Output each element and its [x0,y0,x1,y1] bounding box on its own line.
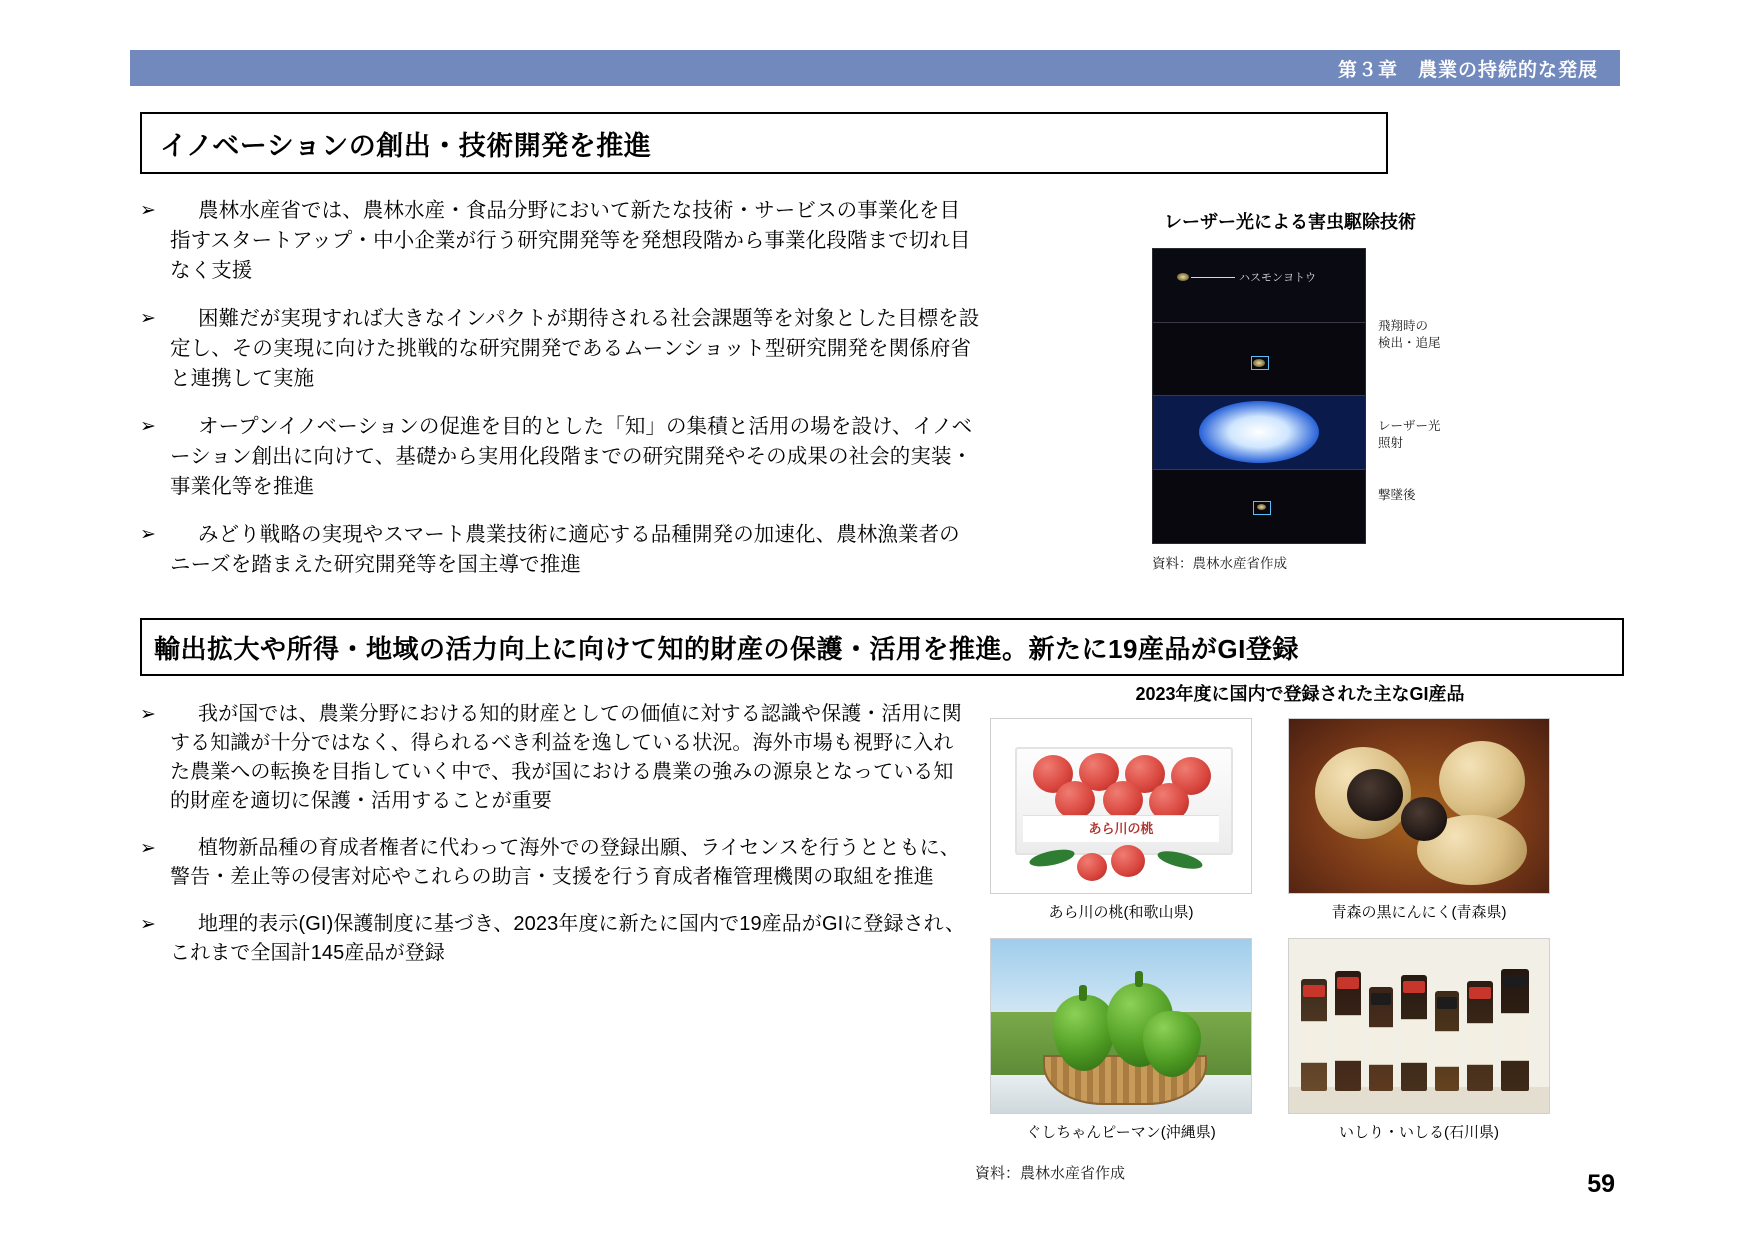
gi-photo-label: 青森の黒にんにく(青森県) [1331,904,1507,921]
bullet-arrow-icon: ➢ [140,524,156,545]
list-item [140,520,980,580]
peach-icon [1055,781,1095,819]
list-item-text: 地理的表示(GI)保護制度に基づき、2023年度に新たに国内で19産品がGIに登録され、これまで全国計145産品が登録 [170,913,966,964]
list-item-text: 植物新品種の育成者権者に代わって海外での登録出願、ライセンスを行うとともに、警告・差止等の侵害対応やこれらの助言・支援を行う育成者権管理機関の取組を推進 [170,837,960,888]
gi-figure-caption: 2023年度に国内で登録された主なGI産品 [1135,684,1465,704]
bottle-cap-icon [1503,975,1527,987]
bullet-arrow-icon: ➢ [140,914,156,935]
bullet-list-2 [140,700,970,986]
list-item-text: 農林水産省では、農林水産・食品分野において新たな技術・サービスの事業化を目指すスタートアップ・中小企業が行う研究開発等を発想段階から事業化段階まで切れ目なく支援 [170,199,971,282]
laser-figure-caption: レーザー光による害虫駆除技術 [1164,212,1416,232]
black-garlic-clove-icon [1401,797,1447,841]
bottle-label-icon [1435,1031,1459,1067]
bullet-arrow-icon: ➢ [140,838,156,859]
bottle-cap-icon [1337,977,1359,989]
black-garlic-clove-icon [1347,769,1403,821]
section-title-box-2 [140,618,1624,676]
section-title-1: イノベーションの創出・技術開発を推進 [160,130,652,161]
list-item [140,910,970,968]
bottle-cap-icon [1469,987,1491,999]
bottle-label-icon [1301,1021,1327,1063]
bullet-arrow-icon: ➢ [140,200,156,221]
pepper-stem-icon [1079,985,1087,1001]
gi-photo-cell [1288,718,1550,930]
bottle-cap-icon [1371,993,1391,1005]
moth-icon [1177,273,1189,281]
gi-photo-row [990,718,1550,930]
list-item-text: 我が国では、農業分野における知的財産としての価値に対する認識や保護・活用に関する知識が十分ではなく、得られるべき利益を逸している状況。海外市場も視野に入れた農業への転換を目指していく中で、我が国における農業の強みの源泉となっている知的財産を適切に保護・活用することが重要 [170,703,962,812]
peach-box-label-text: あら川の桃 [1088,821,1154,836]
bullet-arrow-icon: ➢ [140,308,156,329]
bullet-arrow-icon: ➢ [140,416,156,437]
list-item-text: みどり戦略の実現やスマート農業技術に適応する品種開発の加速化、農林漁業者のニーズを踏まえた研究開発等を国主導で推進 [170,523,960,576]
bottle-label-icon [1335,1015,1361,1061]
list-item [140,834,970,892]
peach-box-label-band [1023,815,1219,842]
fish-sauce-bottles-photo [1288,938,1550,1114]
tracking-box-icon [1253,501,1271,515]
bottle-cap-icon [1437,997,1457,1009]
chapter-header-bar [130,50,1620,86]
section-title-2: 輸出拡大や所得・地域の活力向上に向けて知的財産の保護・活用を推進。新たに19産品がGI登録 [154,633,1299,664]
bottle-cap-icon [1403,981,1425,993]
laser-side-label-detection: 飛翔時の 検出・追尾 [1378,319,1441,350]
laser-side-label-irradiation: レーザー光 照射 [1378,419,1441,450]
garlic-bulb-icon [1439,741,1525,821]
gi-photo-cell [1288,938,1550,1150]
gi-photo-cell [990,938,1252,1150]
list-item-text: オープンイノベーションの促進を目的とした「知」の集積と活用の場を設け、イノベーション創出に向けて、基礎から実用化段階までの研究開発やその成果の社会的実装・事業化等を推進 [170,415,973,498]
bottle-label-icon [1401,1019,1427,1063]
pointer-line [1191,277,1235,278]
laser-panel-after [1153,470,1365,544]
laser-glow-icon [1199,401,1319,463]
moth-label: ハスモンヨトウ [1239,272,1316,284]
bottle-label-icon [1467,1023,1493,1065]
laser-figure-image [1152,248,1366,544]
gi-photo-cell [990,718,1252,930]
bottle-label-icon [1369,1027,1393,1065]
chapter-header-title: 第３章 農業の持続的な発展 [1337,59,1598,81]
gi-photo-row [990,938,1550,1150]
gi-photo-label: あら川の桃(和歌山県) [1048,904,1194,921]
peach-icon [1077,853,1107,881]
laser-figure-source: 資料：農林水産省作成 [1152,556,1287,571]
list-item [140,304,980,394]
laser-panel-irradiation [1153,396,1365,470]
bottle-cap-icon [1303,985,1325,997]
laser-side-label-after: 撃墜後 [1378,488,1416,502]
peach-icon [1111,845,1145,877]
list-item [140,700,970,816]
bullet-arrow-icon: ➢ [140,704,156,725]
green-pepper-photo [990,938,1252,1114]
bullet-list-1 [140,196,980,598]
list-item-text: 困難だが実現すれば大きなインパクトが期待される社会課題等を対象とした目標を設定し、その実現に向けた挑戦的な研究開発であるムーンショット型研究開発を関係府省と連携して実施 [170,307,980,390]
peach-photo [990,718,1252,894]
peach-icon [1103,781,1143,819]
black-garlic-photo [1288,718,1550,894]
list-item [140,412,980,502]
list-item [140,196,980,286]
laser-panel-tracking [1153,323,1365,397]
gi-figure-source: 資料：農林水産省作成 [975,1165,1126,1182]
tracking-box-icon [1251,356,1269,370]
gi-photo-grid [990,718,1550,1158]
gi-photo-label: ぐしちゃんピーマン(沖縄県) [1026,1124,1216,1141]
pepper-stem-icon [1135,971,1143,987]
section-title-box-1 [140,112,1388,174]
page-number: 59 [1587,1170,1615,1198]
bottle-label-icon [1501,1013,1529,1061]
gi-photo-label: いしり・いしる(石川県) [1339,1124,1499,1141]
laser-panel-detection [1153,249,1365,323]
